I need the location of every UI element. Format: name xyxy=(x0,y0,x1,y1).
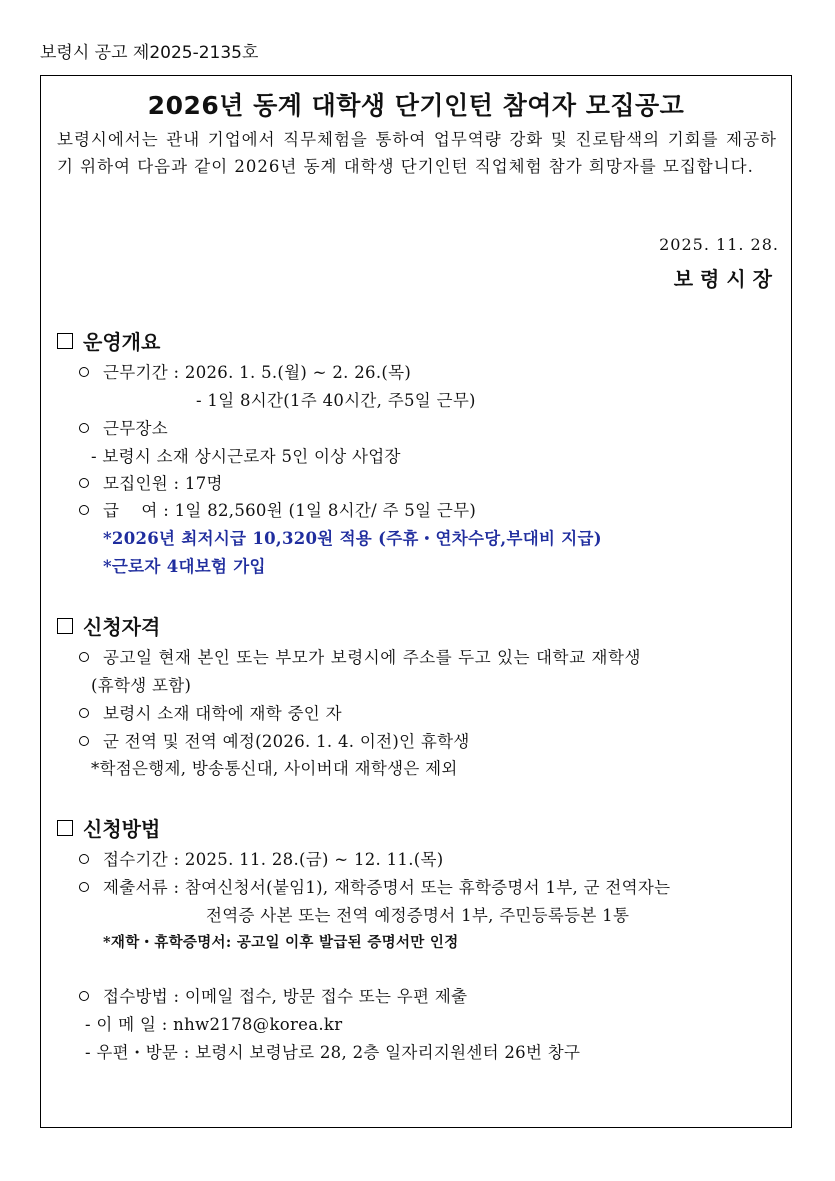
eligibility-item-1: 공고일 현재 본인 또는 부모가 보령시에 주소를 두고 있는 대학교 재학생 xyxy=(79,644,641,668)
insurance-note: *근로자 4대보험 가입 xyxy=(103,557,266,576)
wage: 급 여 : 1일 82,560원 (1일 8시간/ 주 5일 근무) xyxy=(79,497,476,521)
checkbox-icon xyxy=(57,618,73,634)
checkbox-icon xyxy=(57,820,73,836)
checkbox-icon xyxy=(57,333,73,349)
notice-frame xyxy=(40,75,792,1128)
circle-bullet-icon xyxy=(79,652,89,662)
circle-bullet-icon xyxy=(79,882,89,892)
section-operation-heading xyxy=(57,326,160,355)
work-place-detail: - 보령시 소재 상시근로자 5인 이상 사업장 xyxy=(91,447,401,466)
section-title: 운영개요 xyxy=(83,330,161,354)
documents-note: *재학・휴학증명서: 공고일 이후 발급된 증명서만 인정 xyxy=(103,934,459,951)
headcount: 모집인원 : 17명 xyxy=(79,470,223,494)
section-title: 신청자격 xyxy=(83,615,161,639)
work-place: 근무장소 xyxy=(79,415,168,439)
work-period: 근무기간 : 2026. 1. 5.(월) ~ 2. 26.(목) xyxy=(79,359,411,383)
eligibility-item-3: 군 전역 및 전역 예정(2026. 1. 4. 이전)인 휴학생 xyxy=(79,728,470,752)
intro-paragraph: 보령시에서는 관내 기업에서 직무체험을 통하여 업무역량 강화 및 진로탐색의 기회를 제공하기 위하여 다음과 같이 2026년 동계 대학생 단기인턴 직업체험 참가 희망자를 모집합니다. xyxy=(57,130,777,176)
circle-bullet-icon xyxy=(79,991,89,1001)
circle-bullet-icon xyxy=(79,736,89,746)
application-email[interactable]: - 이 메 일 : nhw2178@korea.kr xyxy=(85,1015,343,1034)
circle-bullet-icon xyxy=(79,708,89,718)
eligibility-item-1-cont: (휴학생 포함) xyxy=(91,676,192,695)
required-documents-cont: 전역증 사본 또는 전역 예정증명서 1부, 주민등록등본 1통 xyxy=(206,906,630,925)
eligibility-note: *학점은행제, 방송통신대, 사이버대 재학생은 제외 xyxy=(91,759,458,778)
circle-bullet-icon xyxy=(79,505,89,515)
section-application-heading xyxy=(57,813,160,842)
application-period: 접수기간 : 2025. 11. 28.(금) ~ 12. 11.(목) xyxy=(79,846,443,870)
circle-bullet-icon xyxy=(79,367,89,377)
work-hours: - 1일 8시간(1주 40시간, 주5일 근무) xyxy=(196,391,476,410)
notice-date: 2025. 11. 28. xyxy=(659,235,779,254)
circle-bullet-icon xyxy=(79,423,89,433)
notice-title: 2026년 동계 대학생 단기인턴 참여자 모집공고 xyxy=(147,91,685,120)
application-visit-address: - 우편・방문 : 보령시 보령남로 28, 2층 일자리지원센터 26번 창구 xyxy=(85,1043,581,1062)
section-eligibility-heading xyxy=(57,611,160,640)
application-method: 접수방법 : 이메일 접수, 방문 접수 또는 우편 제출 xyxy=(79,983,467,1007)
section-title: 신청방법 xyxy=(83,817,161,841)
circle-bullet-icon xyxy=(79,854,89,864)
eligibility-item-2: 보령시 소재 대학에 재학 중인 자 xyxy=(79,700,342,724)
notice-number: 보령시 공고 제2025-2135호 xyxy=(40,43,259,63)
wage-note: *2026년 최저시급 10,320원 적용 (주휴・연차수당,부대비 지급) xyxy=(103,529,602,548)
signer: 보령시장 xyxy=(673,267,779,291)
required-documents: 제출서류 : 참여신청서(붙임1), 재학증명서 또는 휴학증명서 1부, 군 전역자는 xyxy=(79,874,670,898)
circle-bullet-icon xyxy=(79,478,89,488)
